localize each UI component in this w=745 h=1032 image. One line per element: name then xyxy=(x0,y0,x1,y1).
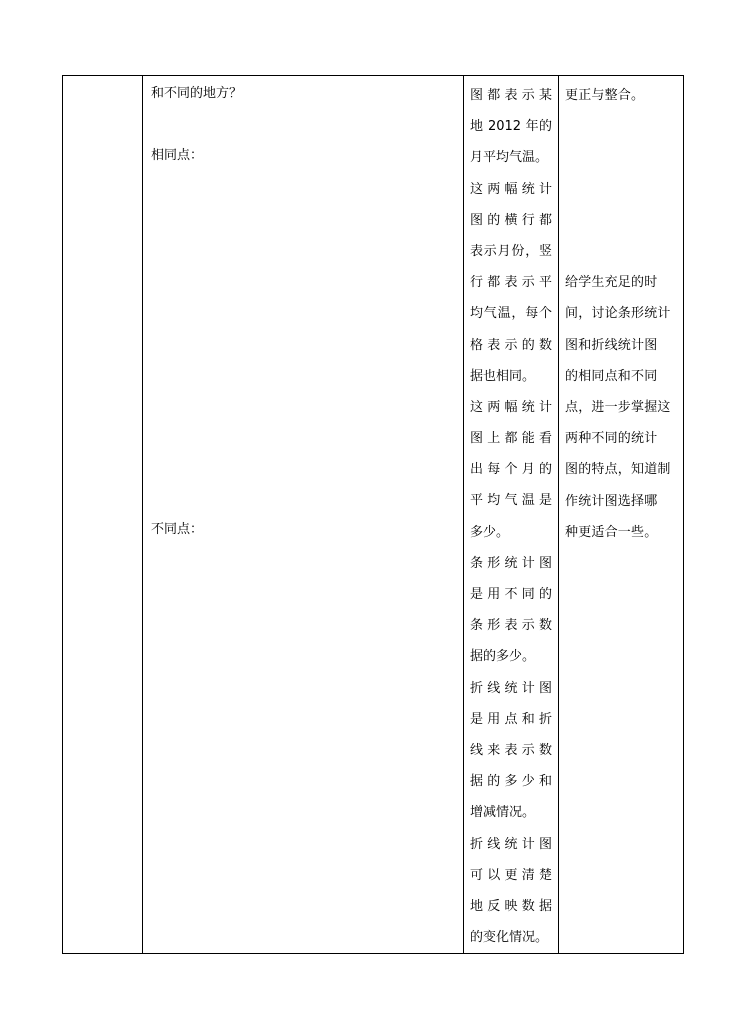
answer-line: 地反映数据 xyxy=(470,898,552,914)
answer-line: 这两幅统计 xyxy=(470,181,552,197)
intent-line: 图和折线统计图 xyxy=(565,337,658,353)
answer-line: 线来表示数 xyxy=(470,742,552,758)
answer-line: 图的横行都 xyxy=(470,212,552,228)
answer-line: 图都表示某 xyxy=(470,88,552,103)
intent-spacer xyxy=(565,111,677,267)
similarities-label: 相同点： xyxy=(151,148,204,163)
answer-line: 地 2012 年的 xyxy=(470,119,552,135)
answer-text-block xyxy=(464,76,558,953)
intent-line: 图的特点，知道制 xyxy=(565,462,671,478)
intent-line: 作统计图选择哪 xyxy=(565,493,658,509)
answer-line: 条形统计图 xyxy=(470,555,552,571)
question-content xyxy=(143,76,463,953)
answer-line: 行都表示平 xyxy=(470,275,552,291)
answer-line: 格表示的数 xyxy=(470,337,552,353)
answer-line: 折线统计图 xyxy=(470,680,552,696)
intent-line: 两种不同的统计 xyxy=(565,431,658,447)
intent-line: 更正与整合。 xyxy=(565,88,645,103)
lesson-plan-table xyxy=(62,75,684,954)
intent-line: 种更适合一些。 xyxy=(565,524,658,540)
answer-line: 据也相同。 xyxy=(470,368,536,384)
answer-line: 出每个月的 xyxy=(470,462,552,478)
answer-line: 据的多少。 xyxy=(470,649,536,665)
table-row xyxy=(63,76,684,954)
question-text: 和不同的地方？ xyxy=(151,86,243,101)
answer-line: 表示月份，竖 xyxy=(470,243,552,259)
answer-line: 条形表示数 xyxy=(470,618,552,634)
blank-stage-cell xyxy=(63,76,143,954)
intent-text-block xyxy=(559,76,683,548)
answer-line: 据的多少和 xyxy=(470,774,552,790)
answer-line: 月平均气温。 xyxy=(470,150,549,166)
answer-line: 增减情况。 xyxy=(470,805,536,821)
answer-line: 多少。 xyxy=(470,524,510,540)
answer-cell xyxy=(464,76,559,954)
intent-cell xyxy=(559,76,684,954)
answer-line: 是用点和折 xyxy=(470,711,552,727)
answer-line: 是用不同的 xyxy=(470,587,552,602)
intent-line: 点，进一步掌握这 xyxy=(565,399,671,415)
answer-line: 图上都能看 xyxy=(470,431,552,447)
answer-line: 均气温，每个 xyxy=(470,306,552,322)
intent-line: 间，讨论条形统计 xyxy=(565,306,671,322)
answer-line: 的变化情况。 xyxy=(470,930,549,946)
intent-line: 给学生充足的时 xyxy=(565,275,658,291)
answer-line: 平均气温是 xyxy=(470,493,552,509)
answer-line: 可以更清楚 xyxy=(470,867,552,883)
differences-label: 不同点： xyxy=(151,522,204,537)
question-cell xyxy=(143,76,464,954)
intent-line: 的相同点和不同 xyxy=(565,368,658,384)
answer-line: 这两幅统计 xyxy=(470,399,552,415)
answer-line: 折线统计图 xyxy=(470,836,552,852)
